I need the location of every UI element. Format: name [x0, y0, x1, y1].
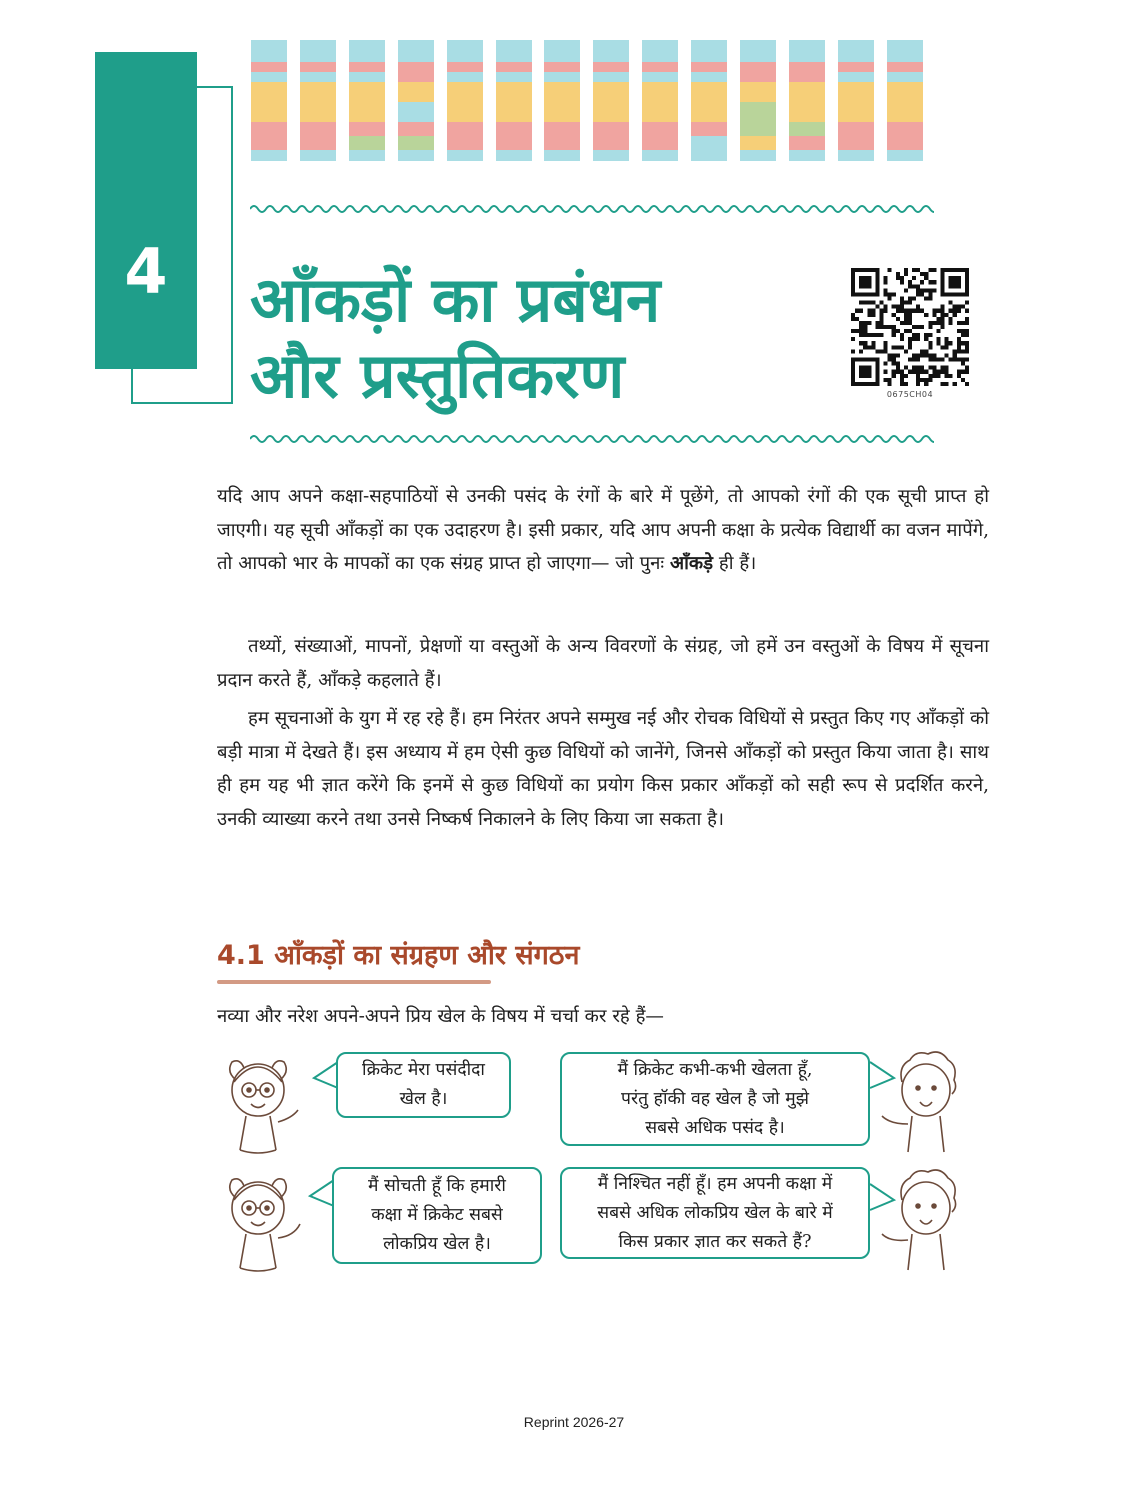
stripe-band — [544, 40, 580, 62]
paragraph-1-bold: आँकड़े — [670, 553, 714, 574]
girl-illustration-icon-2 — [218, 1168, 304, 1278]
stripe-band — [300, 150, 336, 161]
bottom-wave-divider — [250, 432, 934, 446]
stripe-band — [593, 102, 629, 122]
stripe-band — [251, 62, 287, 72]
stripe-band — [349, 82, 385, 102]
stripe-band — [398, 40, 434, 62]
stripe-band — [447, 62, 483, 72]
decorative-stripe — [251, 40, 287, 161]
stripe-band — [251, 72, 287, 82]
stripe-band — [740, 62, 776, 72]
stripe-band — [887, 40, 923, 62]
decorative-stripe — [544, 40, 580, 161]
stripe-band — [838, 150, 874, 161]
stripe-band — [642, 40, 678, 62]
paragraph-2: तथ्यों, संख्याओं, मापनों, प्रेक्षणों या वस्तुओं के अन्य विवरणों के संग्रह, जो हमें उन वस्तुओं के विषय में सूचना प्रदान करते हैं, आँकड़े कहलाते हैं। — [217, 636, 989, 691]
bubble2-line3: सबसे अधिक पसंद है। — [645, 1117, 785, 1138]
bubble2-tail — [868, 1058, 896, 1092]
stripe-band — [887, 82, 923, 102]
stripe-band — [593, 72, 629, 82]
chapter-number: 4 — [124, 235, 168, 308]
stripe-band — [251, 150, 287, 161]
stripe-band — [740, 72, 776, 82]
stripe-band — [838, 122, 874, 136]
stripe-band — [642, 136, 678, 150]
stripe-band — [691, 40, 727, 62]
stripe-band — [740, 136, 776, 150]
stripe-band — [642, 82, 678, 102]
stripe-band — [740, 102, 776, 122]
stripe-band — [593, 122, 629, 136]
stripe-band — [349, 102, 385, 122]
decorative-stripe — [642, 40, 678, 161]
stripe-band — [593, 40, 629, 62]
stripe-band — [789, 72, 825, 82]
section-underline — [217, 980, 491, 984]
stripe-band — [398, 72, 434, 82]
decorative-stripe — [447, 40, 483, 161]
chapter-title-line2: और प्रस्तुतिकरण — [250, 339, 625, 412]
section-title: 4.1 आँकड़ों का संग्रहण और संगठन — [217, 940, 580, 971]
stripe-band — [447, 40, 483, 62]
stripe-band — [496, 102, 532, 122]
stripe-band — [887, 102, 923, 122]
section-intro: नव्या और नरेश अपने-अपने प्रिय खेल के विषय में चर्चा कर रहे हैं— — [217, 1006, 664, 1027]
stripe-band — [447, 122, 483, 136]
stripe-band — [887, 150, 923, 161]
stripe-band — [740, 150, 776, 161]
speech-bubble-3 — [332, 1167, 542, 1264]
paragraph-1 — [217, 480, 989, 581]
stripe-band — [398, 62, 434, 72]
stripe-band — [447, 136, 483, 150]
stripe-band — [349, 136, 385, 150]
stripe-band — [691, 72, 727, 82]
stripe-band — [349, 122, 385, 136]
stripe-band — [740, 40, 776, 62]
top-wave-divider — [250, 202, 934, 216]
stripe-band — [447, 150, 483, 161]
qr-code-label: 0675CH04 — [886, 390, 934, 399]
stripe-band — [740, 82, 776, 102]
stripe-band — [398, 122, 434, 136]
stripe-band — [496, 62, 532, 72]
bubble2-line2: परंतु हॉकी वह खेल है जो मुझे — [621, 1088, 809, 1109]
stripe-band — [447, 72, 483, 82]
bubble4-tail — [868, 1180, 896, 1214]
decorative-stripe — [740, 40, 776, 161]
speech-bubble-1 — [336, 1052, 511, 1118]
stripe-band — [887, 136, 923, 150]
bubble3-line3: लोकप्रिय खेल है। — [383, 1234, 491, 1254]
stripe-band — [447, 102, 483, 122]
stripe-band — [496, 82, 532, 102]
stripe-band — [251, 82, 287, 102]
stripe-band — [300, 62, 336, 72]
stripe-band — [544, 82, 580, 102]
stripe-band — [300, 72, 336, 82]
stripe-band — [496, 136, 532, 150]
stripe-band — [544, 72, 580, 82]
stripe-band — [789, 40, 825, 62]
stripe-band — [251, 102, 287, 122]
stripe-band — [544, 102, 580, 122]
stripe-band — [593, 150, 629, 161]
stripe-band — [691, 62, 727, 72]
stripe-band — [593, 136, 629, 150]
stripe-band — [349, 40, 385, 62]
bubble3-line2: कक्षा में क्रिकेट सबसे — [371, 1205, 503, 1225]
girl-illustration-icon — [218, 1050, 304, 1160]
stripe-band — [544, 136, 580, 150]
qr-code-icon[interactable] — [851, 268, 969, 386]
chapter-title — [250, 262, 850, 414]
bubble1-line2: खेल है। — [399, 1089, 448, 1109]
stripe-band — [789, 62, 825, 72]
bubble4-line3: किस प्रकार ज्ञात कर सकते हैं? — [618, 1231, 812, 1252]
stripe-band — [593, 82, 629, 102]
decorative-stripe — [496, 40, 532, 161]
stripe-band — [789, 150, 825, 161]
stripe-band — [496, 40, 532, 62]
stripe-band — [691, 150, 727, 161]
stripe-band — [251, 122, 287, 136]
decorative-stripe — [398, 40, 434, 161]
stripe-band — [398, 102, 434, 122]
stripe-band — [838, 62, 874, 72]
stripe-band — [398, 150, 434, 161]
stripe-band — [838, 102, 874, 122]
paragraph-1-end: ही हैं। — [718, 553, 757, 574]
stripe-band — [496, 72, 532, 82]
paragraph-3: हम सूचनाओं के युग में रह रहे हैं। हम निरंतर अपने सम्मुख नई और रोचक विधियों से प्रस्तुत किए गए आँकड़ों को बड़ी मात्रा में देखते हैं। इस अध्याय में हम ऐसी कुछ विधियों को जानेंगे, जिनसे आँकड़ों को प्रस्तुत किया जाता है। साथ ही हम यह भी ज्ञात करेंगे कि इनमें से कुछ विधियों का प्रयोग किस प्रकार आँकड़ों को सही रूप से प्रदर्शित करने, उनकी व्याख्या करने तथा उनसे निष्कर्ष निकालने के लिए किया जा सकता है। — [217, 708, 989, 830]
stripe-band — [349, 62, 385, 72]
stripe-band — [349, 150, 385, 161]
stripe-band — [838, 40, 874, 62]
stripe-band — [447, 82, 483, 102]
stripe-band — [251, 136, 287, 150]
decorative-stripe — [300, 40, 336, 161]
stripe-band — [642, 122, 678, 136]
stripe-band — [642, 62, 678, 72]
stripe-band — [496, 150, 532, 161]
stripe-band — [887, 122, 923, 136]
stripe-band — [642, 150, 678, 161]
stripe-band — [789, 102, 825, 122]
paragraph-1-text: यदि आप अपने कक्षा-सहपाठियों से उनकी पसंद के रंगों के बारे में पूछेंगे, तो आपको रंगों की एक सूची प्राप्त हो जाएगी। यह सूची आँकड़ों का एक उदाहरण है। इसी प्रकार, यदि आप अपनी कक्षा के प्रत्येक विद्यार्थी का वजन मापेंगे, तो आपको भार के मापकों का एक संग्रह प्राप्त हो जाएगा— जो पुनः — [217, 486, 989, 574]
stripe-band — [691, 122, 727, 136]
stripe-band — [789, 82, 825, 102]
stripe-band — [789, 136, 825, 150]
speech-bubble-2 — [560, 1052, 870, 1146]
stripe-band — [838, 82, 874, 102]
decorative-stripe — [593, 40, 629, 161]
stripe-band — [300, 40, 336, 62]
decorative-stripe — [789, 40, 825, 161]
stripe-band — [544, 62, 580, 72]
stripe-band — [838, 136, 874, 150]
stripe-band — [887, 72, 923, 82]
bubble4-line2: सबसे अधिक लोकप्रिय खेल के बारे में — [597, 1202, 833, 1223]
speech-bubble-4 — [560, 1167, 870, 1259]
stripe-band — [300, 122, 336, 136]
decorative-stripe — [838, 40, 874, 161]
decorative-stripe — [349, 40, 385, 161]
bubble1-line1: क्रिकेट मेरा पसंदीदा — [362, 1060, 485, 1080]
stripe-band — [838, 72, 874, 82]
stripe-band — [398, 82, 434, 102]
stripe-band — [593, 62, 629, 72]
stripe-band — [789, 122, 825, 136]
stripe-band — [349, 72, 385, 82]
stripe-band — [691, 82, 727, 102]
stripe-band — [300, 82, 336, 102]
bubble2-line1: मैं क्रिकेट कभी-कभी खेलता हूँ, — [617, 1059, 813, 1080]
stripe-band — [691, 136, 727, 150]
stripe-band — [300, 102, 336, 122]
stripe-band — [691, 102, 727, 122]
stripe-band — [887, 62, 923, 72]
stripe-band — [496, 122, 532, 136]
chapter-number-block — [95, 52, 197, 369]
bubble3-line1: मैं सोचती हूँ कि हमारी — [368, 1176, 506, 1196]
stripe-band — [642, 72, 678, 82]
stripe-band — [300, 136, 336, 150]
footer-reprint: Reprint 2026-27 — [523, 1414, 625, 1430]
decorative-stripe — [691, 40, 727, 161]
decorative-stripe — [887, 40, 923, 161]
stripe-band — [544, 122, 580, 136]
stripe-band — [251, 40, 287, 62]
chapter-title-line1: आँकड़ों का प्रबंधन — [250, 263, 661, 336]
stripe-band — [544, 150, 580, 161]
stripe-band — [642, 102, 678, 122]
stripe-band — [398, 136, 434, 150]
bubble4-line1: मैं निश्चित नहीं हूँ। हम अपनी कक्षा में — [597, 1173, 833, 1194]
stripe-band — [740, 122, 776, 136]
